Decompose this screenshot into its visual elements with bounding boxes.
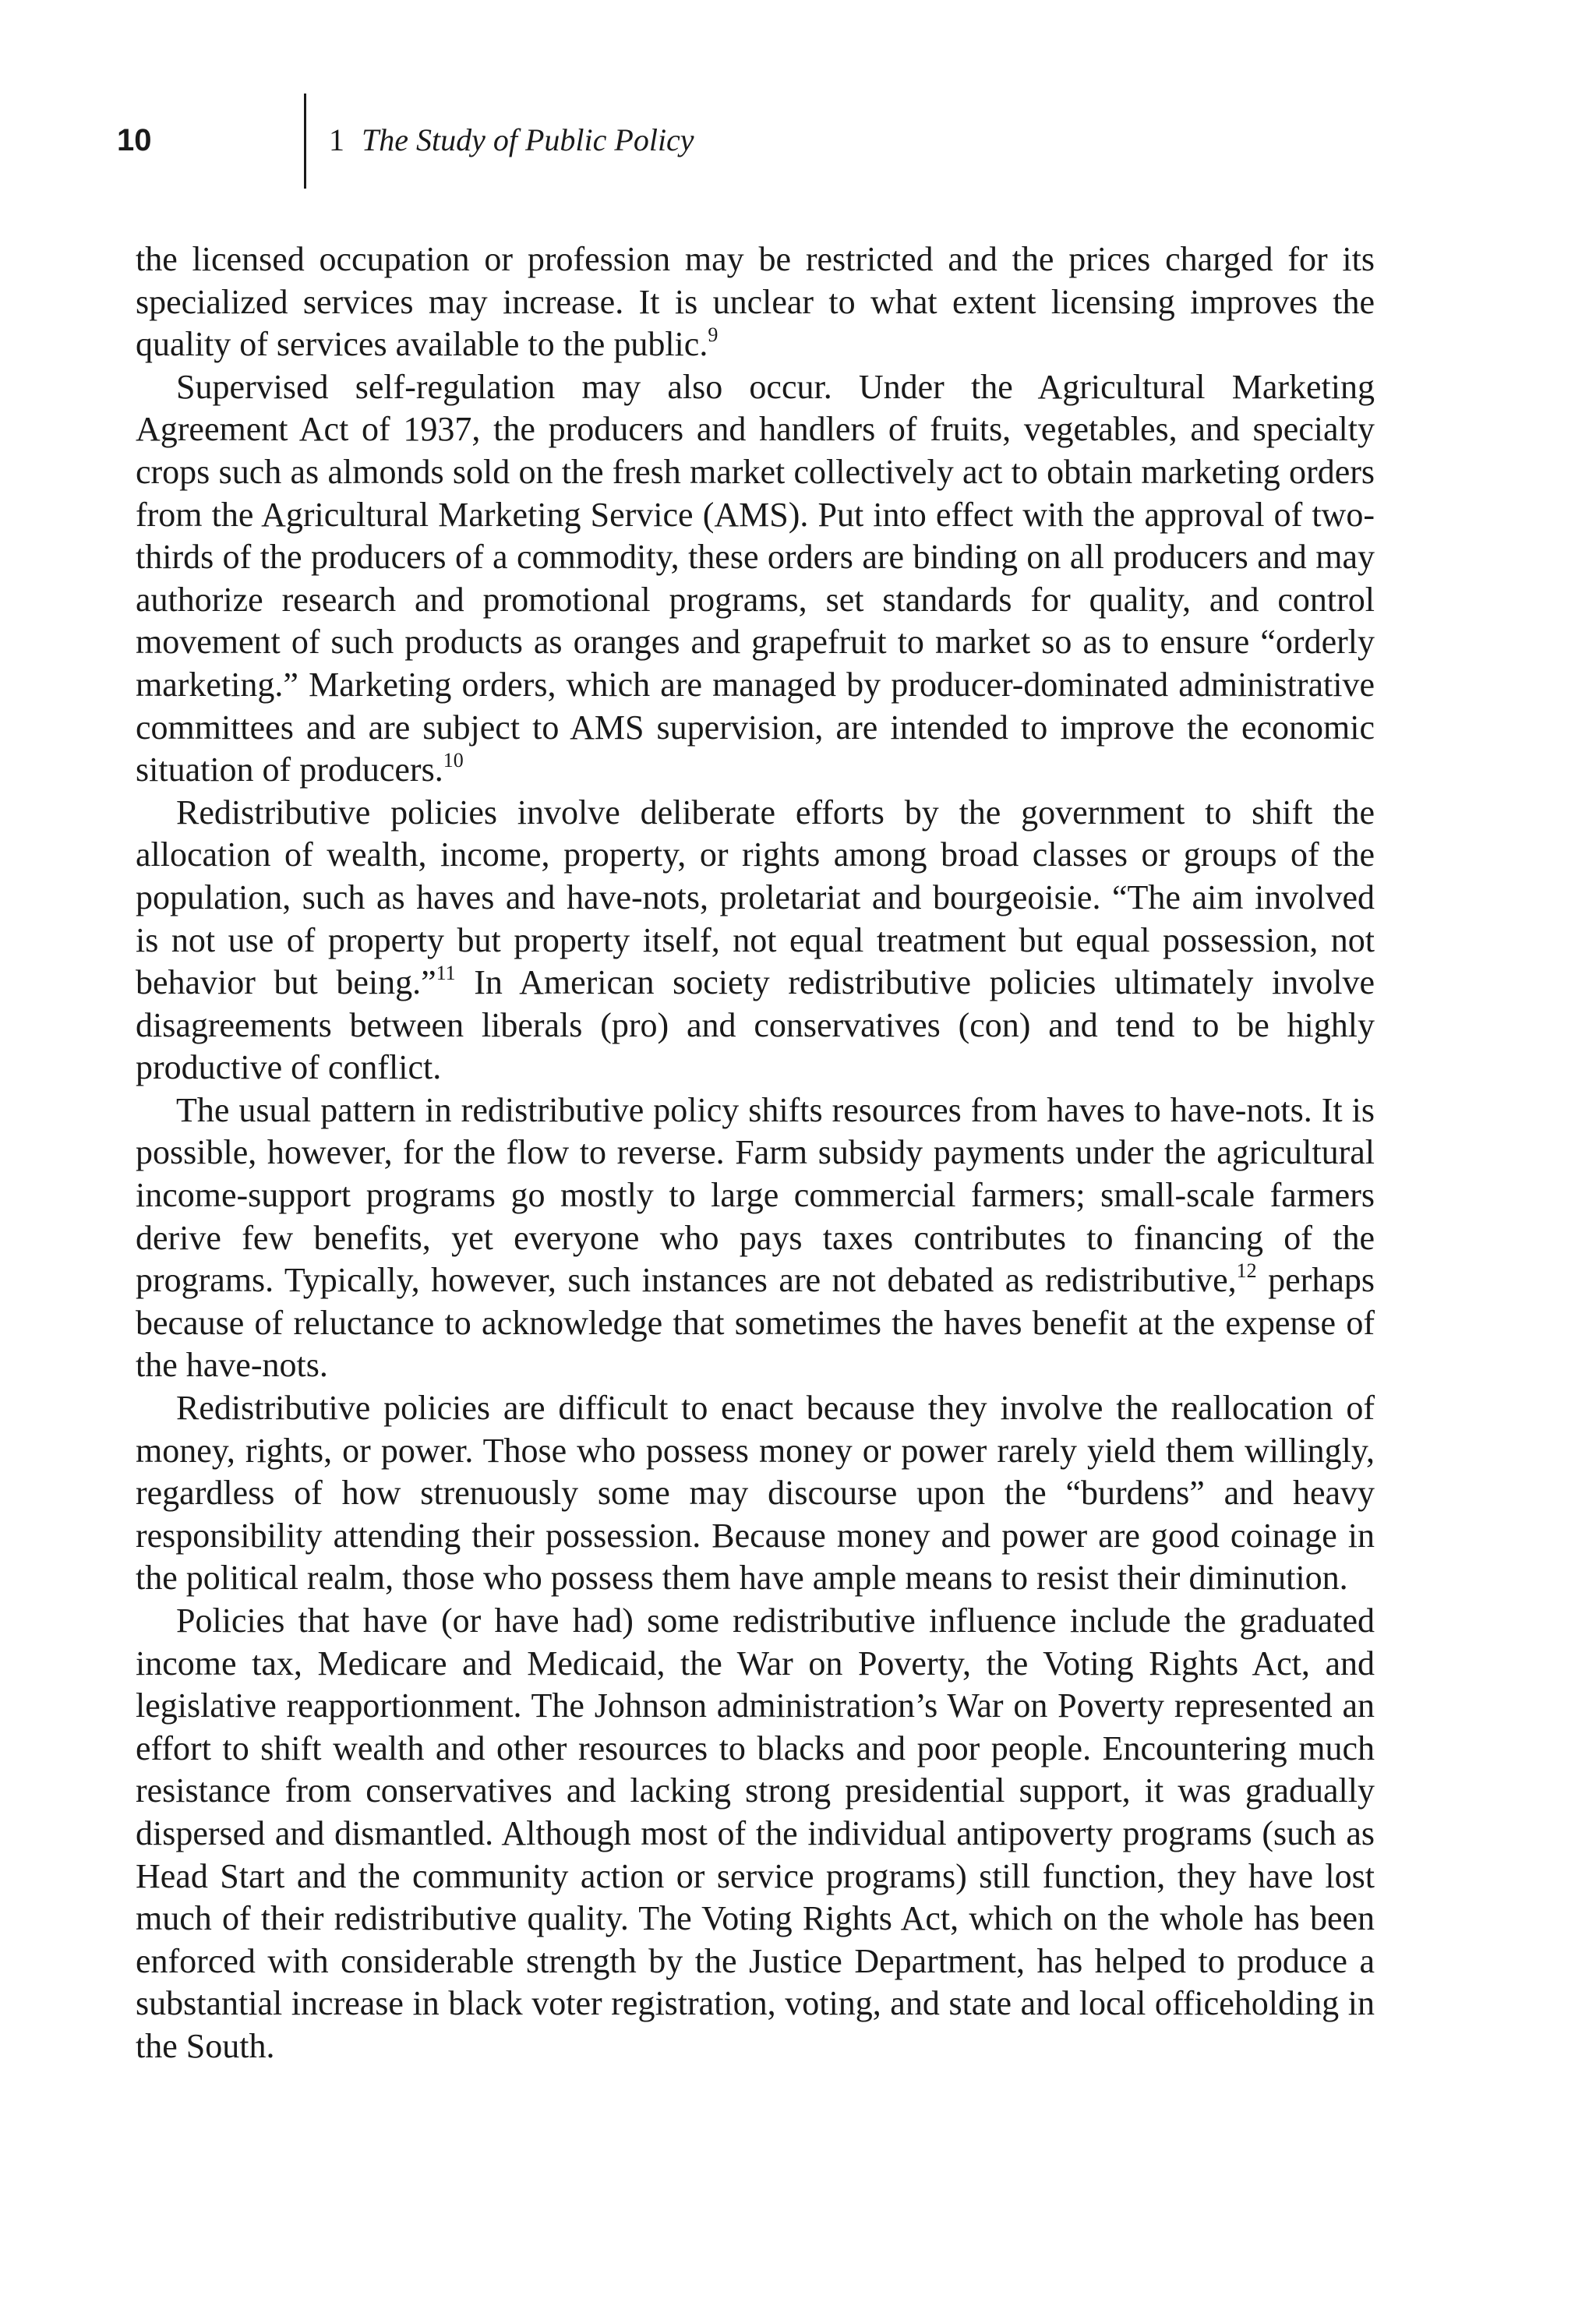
paragraph (136, 1089, 1375, 1387)
running-head (329, 117, 694, 164)
paragraph-text: Policies that have (or have had) some redistributive influence include the graduated income tax, Medicare and Medicaid, the War on Poverty, the Voting Rights Act, and legislative reapportionment. The Johnson administration’s War on Poverty represented an effort to shift wealth and other resources to blacks and poor people. Encountering much resistance from conservatives and lacking strong presidential support, it was gradually dispersed and dismantled. Although most of the individual antipoverty programs (such as Head Start and the community action or service programs) still function, they have lost much of their redistributive quality. The Voting Rights Act, which on the whole has been enforced with considerable strength by the Justice Department, has helped to produce a substantial increase in black voter registration, voting, and state and local officeholding in the South. (136, 1601, 1375, 2065)
paragraph-text: Redistributive policies are difficult to enact because they involve the reallocation of money, rights, or power. Those who possess money or power rarely yield them willingly, regardless of how strenuously some may discourse upon the “burdens” and heavy responsibility attending their possession. Because money and power are good coinage in the political realm, those who possess them have ample means to resist their diminution. (136, 1389, 1375, 1598)
paragraph (136, 792, 1375, 1089)
footnote-ref: 9 (708, 323, 719, 347)
paragraph-text: In American society redistributive policies ultimately involve disagreements between liberals (pro) and conservatives (con) and tend to be highly productive of conflict. (136, 963, 1375, 1087)
footnote-ref: 11 (436, 962, 456, 985)
paragraph-text: Supervised self-regulation may also occur. Under the Agricultural Marketing Agreement Act of 1937, the producers and handlers of fruits, vegetables, and specialty crops such as almonds sold on the fresh market collectively act to obtain marketing orders from the Agricultural Marketing Service (AMS). Put into effect with the approval of two-thirds of the producers of a commodity, these orders are binding on all producers and may authorize research and promotional programs, set standards for quality, and control movement of such products as oranges and grapefruit to market so as to ensure “orderly marketing.” Marketing orders, which are managed by producer-dominated administrative committees and are subject to AMS supervision, are intended to improve the economic situation of producers. (136, 367, 1375, 789)
chapter-number: 1 (329, 122, 344, 157)
body-text (136, 238, 1375, 2068)
paragraph (136, 1387, 1375, 1600)
chapter-title: The Study of Public Policy (362, 122, 694, 157)
page-number: 10 (117, 123, 152, 157)
header-divider (304, 94, 306, 189)
footnote-ref: 10 (443, 749, 464, 772)
paragraph (136, 238, 1375, 366)
paragraph-text: perhaps because of reluctance to acknowledge that sometimes the haves benefit at the expense of the have-nots. (136, 1261, 1375, 1385)
paragraph-text: the licensed occupation or profession may be restricted and the prices charged for its specialized services may increase. It is unclear to what extent licensing improves the quality of services available to the public. (136, 240, 1375, 364)
paragraph (136, 366, 1375, 792)
paragraph-text: Redistributive policies involve deliberate efforts by the government to shift the allocation of wealth, income, property, or rights among broad classes or groups of the population, such as haves and have-nots, proletariat and bourgeoisie. “The aim involved is not use of property but property itself, not equal treatment but equal possession, not behavior but being.” (136, 793, 1375, 1002)
footnote-ref: 12 (1236, 1259, 1257, 1283)
page-header (117, 117, 1504, 179)
paragraph-text: The usual pattern in redistributive policy shifts resources from haves to have-nots. It is possible, however, for the flow to reverse. Farm subsidy payments under the agricultural income-support programs go mostly to large commercial farmers; small-scale farmers derive few benefits, yet everyone who pays taxes contributes to financing of the programs. Typically, however, such instances are not debated as redistributive, (136, 1090, 1375, 1300)
paragraph (136, 1600, 1375, 2068)
